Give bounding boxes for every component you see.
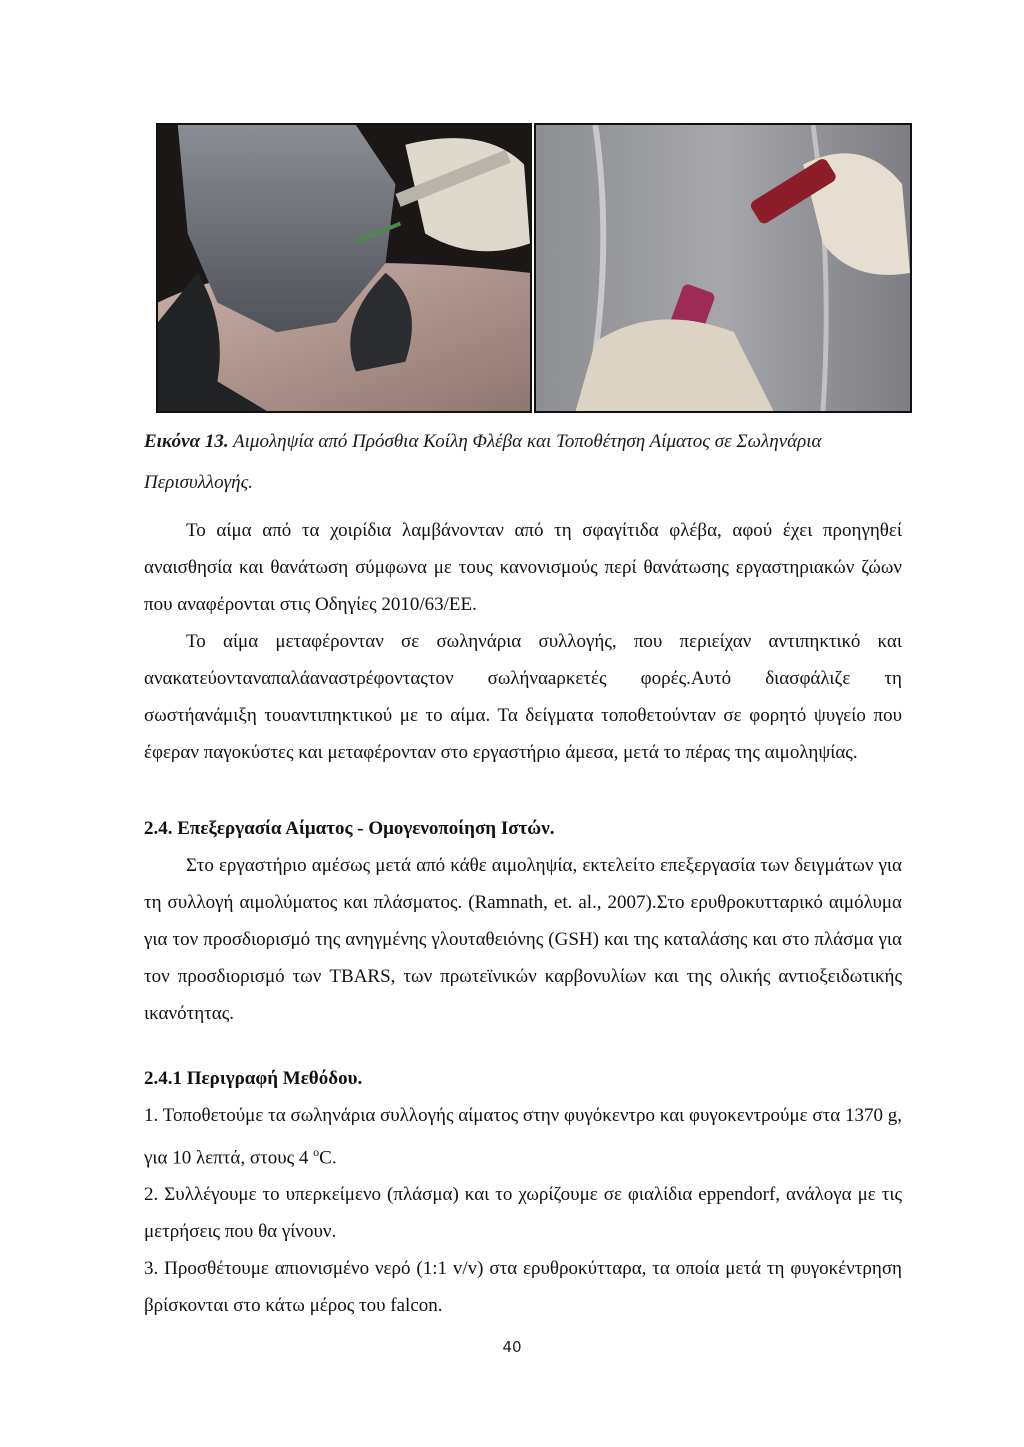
- degree-sup: o: [313, 1145, 320, 1159]
- caption-label: Εικόνα 13.: [144, 431, 229, 452]
- section-heading-2-4: 2.4. Επεξεργασία Αίματος - Ομογενοποίηση Ιστών.: [144, 818, 555, 839]
- method-step-3: 3. Προσθέτουμε απιονισμένο νερό (1:1 v/v) στα ερυθροκύτταρα, τα οποία μετά τη φυγοκέντρηση βρίσκονται στο κάτω μέρος του falcon.: [144, 1258, 902, 1317]
- section-heading-2-4-1: 2.4.1 Περιγραφή Μεθόδου.: [144, 1068, 363, 1089]
- section-2-4: [144, 810, 902, 1032]
- paragraph-2: Το αίμα μεταφέρονταν σε σωληνάρια συλλογής, που περιείχαν αντιπηκτικό και ανακατεύονταναπαλάαναστρέφονταςτον σωλήναaρκετές φορές.Αυτό διασφάλιζε τη σωστήανάμιξη τουαντιπηκτικού με το αίμα. Τα δείγματα τοποθετούνταν σε φορητό ψυγείο που έφεραν παγοκύστες και μεταφέρονταν στο εργαστήριο άμεσα, μετά το πέρας της αιμοληψίας.: [144, 631, 902, 763]
- page-number: 40: [502, 1338, 522, 1356]
- method-step-1: [144, 1097, 902, 1176]
- paragraph-1: Το αίμα από τα χοιρίδια λαμβάνονταν από τη σφαγίτιδα φλέβα, αφού έχει προηγηθεί αναισθησία και θανάτωση σύμφωνα με τους κανονισμούς περί θανάτωσης εργαστηριακών ζώων που αναφέρονται στις Οδηγίες 2010/63/ΕΕ.: [144, 520, 902, 615]
- caption-text: Αιμοληψία από Πρόσθια Κοίλη Φλέβα και Τοποθέτηση Αίματος σε Σωληνάρια Περισυλλογής.: [144, 431, 822, 493]
- photo-blood-sampling-vein-icon: [156, 123, 532, 413]
- section-2-4-1: [144, 1060, 902, 1324]
- figure-13: [156, 123, 912, 413]
- method-step-2: 2. Συλλέγουμε το υπερκείμενο (πλάσμα) και το χωρίζουμε σε φιαλίδια eppendorf, ανάλογα με τις μετρήσεις που θα γίνουν.: [144, 1184, 902, 1243]
- figure-caption: [144, 421, 886, 503]
- step-1-unit: C.: [319, 1147, 337, 1169]
- paragraph-blood-collection: [144, 512, 902, 771]
- section-2-4-paragraph: Στο εργαστήριο αμέσως μετά από κάθε αιμοληψία, εκτελείτο επεξεργασία των δειγμάτων για τη συλλογή αιμολύματος και πλάσματος. (Ramnath, et. al., 2007).Στο ερυθροκυτταρικό αιμόλυμα για τον προσδιορισμό της ανηγμένης γλουταθειόνης (GSH) και της καταλάσης και στο πλάσμα για τον προσδιορισμό των TBARS, των πρωτεϊνικών καρβονυλίων και της ολικής αντιοξειδωτικής ικανότητας.: [144, 855, 902, 1024]
- photo-blood-collection-tube-icon: [534, 123, 912, 413]
- step-1-text: 1. Τοποθετούμε τα σωληνάρια συλλογής αίματος στην φυγόκεντρο και φυγοκεντρούμε στα 1370 g, για 10 λεπτά, στους 4: [144, 1105, 902, 1169]
